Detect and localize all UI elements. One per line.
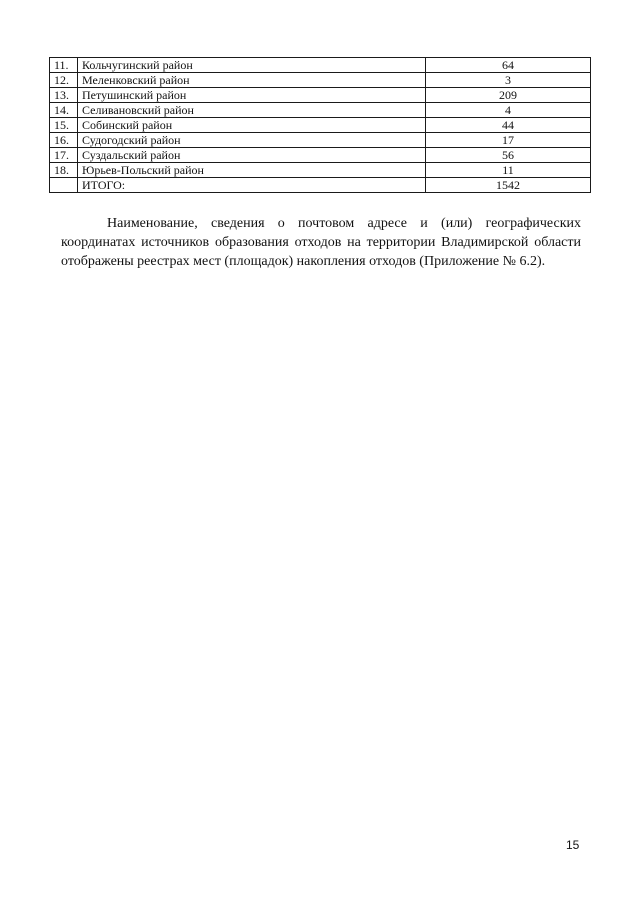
district-value: 11 bbox=[426, 163, 591, 178]
table-row bbox=[50, 133, 591, 148]
district-value: 209 bbox=[426, 88, 591, 103]
row-number: 13. bbox=[50, 88, 78, 103]
table-row bbox=[50, 73, 591, 88]
district-name: Петушинский район bbox=[78, 88, 426, 103]
district-value: 17 bbox=[426, 133, 591, 148]
district-name: Судогодский район bbox=[78, 133, 426, 148]
district-value: 3 bbox=[426, 73, 591, 88]
table-row bbox=[50, 103, 591, 118]
district-value: 4 bbox=[426, 103, 591, 118]
table-row bbox=[50, 118, 591, 133]
district-name: Меленковский район bbox=[78, 73, 426, 88]
row-number: 14. bbox=[50, 103, 78, 118]
row-number: 12. bbox=[50, 73, 78, 88]
district-value: 64 bbox=[426, 58, 591, 73]
row-number: 11. bbox=[50, 58, 78, 73]
district-value: 56 bbox=[426, 148, 591, 163]
table-row bbox=[50, 58, 591, 73]
district-name: Собинский район bbox=[78, 118, 426, 133]
table-row bbox=[50, 163, 591, 178]
row-number bbox=[50, 178, 78, 193]
total-value: 1542 bbox=[426, 178, 591, 193]
page-number: 15 bbox=[566, 838, 580, 852]
row-number: 15. bbox=[50, 118, 78, 133]
row-number: 17. bbox=[50, 148, 78, 163]
table-row bbox=[50, 88, 591, 103]
body-paragraph: Наименование, сведения о почтовом адресе и (или) географических координатах источников образования отходов на территории Владимирской области отображены реестрах мест (площадок) накопления отходов (Приложение № 6.2). bbox=[61, 216, 581, 269]
district-value: 44 bbox=[426, 118, 591, 133]
row-number: 16. bbox=[50, 133, 78, 148]
district-name: Суздальский район bbox=[78, 148, 426, 163]
total-label: ИТОГО: bbox=[78, 178, 426, 193]
total-row bbox=[50, 178, 591, 193]
district-name: Кольчугинский район bbox=[78, 58, 426, 73]
districts-table bbox=[49, 57, 591, 193]
district-name: Юрьев-Польский район bbox=[78, 163, 426, 178]
row-number: 18. bbox=[50, 163, 78, 178]
district-name: Селивановский район bbox=[78, 103, 426, 118]
table-row bbox=[50, 148, 591, 163]
